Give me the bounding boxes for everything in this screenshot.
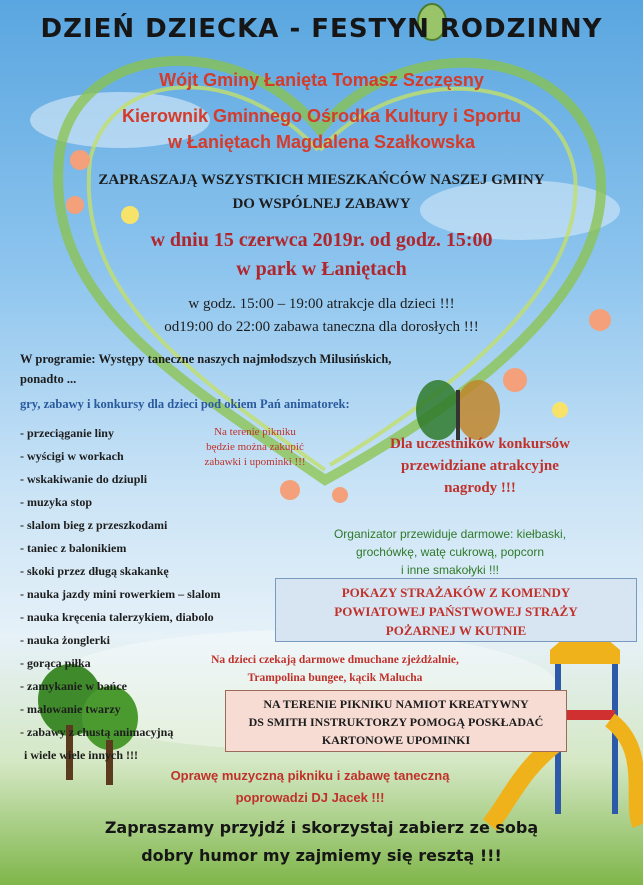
organizer-line-2: Kierownik Gminnego Ośrodka Kultury i Sportu xyxy=(121,106,522,126)
schedule-kids: w godz. 15:00 – 19:00 atrakcje dla dzieci !!! xyxy=(188,296,455,312)
activity-item: - skoki przez długą skakankę xyxy=(20,564,169,578)
food-line-1: Organizator przewiduje darmowe: kiełbaski, xyxy=(333,527,567,541)
activity-item: - zabawy z chustą animacyjną xyxy=(20,725,174,739)
program-line-1: W programie: Występy taneczne naszych najmłodszych Milusińskich, xyxy=(20,352,392,366)
activity-item: - muzyka stop xyxy=(20,495,93,509)
prizes-line-3: nagrody !!! xyxy=(444,480,516,496)
activity-item: - nauka żonglerki xyxy=(20,633,111,647)
closing-line-1: Zapraszamy przyjdź i skorzystaj zabierz ze sobą xyxy=(104,818,539,837)
activity-item: - przeciąganie liny xyxy=(20,426,114,440)
prizes-line-1: Dla uczestników konkursów xyxy=(389,436,571,452)
closing-note xyxy=(0,814,643,870)
activity-item: - gorąca piłka xyxy=(20,656,91,670)
activity-item: - zamykanie w bańce xyxy=(20,679,127,693)
music-note xyxy=(90,765,530,809)
activity-item: - taniec z balonikiem xyxy=(20,541,127,555)
organizer-line-3: w Łaniętach Magdalena Szałkowska xyxy=(167,132,476,152)
inflatables-note xyxy=(150,651,520,687)
inflatables-line-2: Trampolina bungee, kącik Malucha xyxy=(247,672,423,684)
buy-note-line-3: zabawki i upominki !!! xyxy=(204,456,306,468)
organizer-line-1: Wójt Gminy Łanięta Tomasz Szczęsny xyxy=(159,70,484,90)
firefighters-line-3: POŻARNEJ W KUTNIE xyxy=(385,623,527,638)
food-line-3: i inne smakołyki !!! xyxy=(400,563,500,577)
event-date: w dniu 15 czerwca 2019r. od godz. 15:00 xyxy=(150,229,493,251)
event-place: w park w Łaniętach xyxy=(236,258,407,280)
games-heading: gry, zabawy i konkursy dla dzieci pod okiem Pań animatorek: xyxy=(20,397,350,411)
food-line-2: grochówkę, watę cukrową, popcorn xyxy=(355,545,545,559)
buy-note-line-2: będzie można zakupić xyxy=(206,441,304,453)
prizes-note xyxy=(330,433,630,499)
activity-item: - nauka jazdy mini rowerkiem – slalom xyxy=(20,587,221,601)
inflatables-line-1: Na dzieci czekają darmowe dmuchane zjeżdżalnie, xyxy=(211,654,459,666)
music-line-1: Oprawę muzyczną pikniku i zabawę taneczną xyxy=(170,768,450,783)
activity-item: - nauka kręcenia talerzykiem, diabolo xyxy=(20,610,214,624)
tent-line-1: NA TERENIE PIKNIKU NAMIOT KREATYWNY xyxy=(263,697,529,711)
buy-note-line-1: Na terenie pikniku xyxy=(214,426,296,438)
firefighters-line-1: POKAZY STRAŻAKÓW Z KOMENDY xyxy=(341,585,571,600)
program-line-2: ponadto ... xyxy=(20,372,77,386)
invite-line-1: ZAPRASZAJĄ WSZYSTKICH MIESZKAŃCÓW NASZEJ GMINY xyxy=(98,172,545,188)
prizes-line-2: przewidziane atrakcyjne xyxy=(401,458,559,474)
tent-line-2: DS SMITH INSTRUKTORZY POMOGĄ POSKŁADAĆ xyxy=(248,715,544,729)
music-line-2: poprowadzi DJ Jacek !!! xyxy=(235,790,385,805)
poster-title: DZIEŃ DZIECKA - FESTYN RODZINNY xyxy=(40,14,603,44)
closing-line-2: dobry humor my zajmiemy się resztą !!! xyxy=(141,846,502,865)
tent-line-3: KARTONOWE UPOMINKI xyxy=(321,733,471,747)
activity-item: - wyścigi w workach xyxy=(20,449,124,463)
tent-box xyxy=(225,690,567,752)
activity-item: - slalom bieg z przeszkodami xyxy=(20,518,168,532)
food-note xyxy=(285,525,615,579)
invite-line-2: DO WSPÓLNEJ ZABAWY xyxy=(232,196,411,212)
firefighters-box xyxy=(275,578,637,642)
activity-item: - malowanie twarzy xyxy=(20,702,121,716)
activity-item: i wiele wiele innych !!! xyxy=(24,748,138,762)
buy-note xyxy=(180,425,330,470)
schedule-adults: od19:00 do 22:00 zabawa taneczna dla dorosłych !!! xyxy=(164,319,479,335)
activity-item: - wskakiwanie do dziupli xyxy=(20,472,148,486)
firefighters-line-2: POWIATOWEJ PAŃSTWOWEJ STRAŻY xyxy=(334,604,578,619)
